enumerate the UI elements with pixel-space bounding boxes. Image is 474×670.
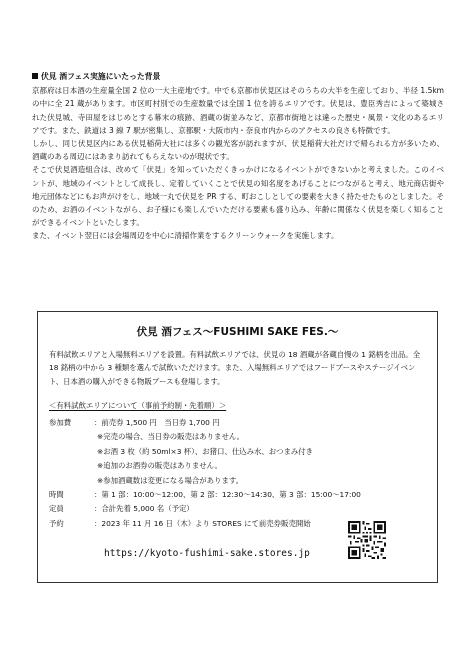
time-value: ：第 1 部：10:00～12:00、第 2 部：12:30～14:30、第 3 部：15:00～17:00	[94, 490, 361, 500]
fee-note: ※参加酒蔵数は変更になる場合があります。	[97, 475, 244, 485]
event-info-box	[37, 311, 438, 583]
background-paragraph: 京都府は日本酒の生産量全国 2 位の一大主産地です。中でも京都市伏見区はそのうちの大半を生産しており、半径 1.5km の中に全 21 蔵があります。市区町村別での生産数量では全国 1 位を誇るエリアです。伏見は、豊臣秀吉によって築城された伏見城、寺田屋をはじめとする幕末の痕跡、酒蔵の街並みなど、京都市街地とは違った歴史・風景・文化のあるエリアです。また、鉄道は 3 線 7 駅が密集し、京都駅・大阪市内・奈良市内からのアクセスの良さも特徴です。	[32, 86, 444, 135]
reservation-label: 予約	[49, 518, 64, 528]
background-heading-text: 伏見 酒フェス実施にいたった背景	[41, 72, 161, 81]
background-paragraph: そこで伏見酒造組合は、改めて「伏見」を知っていただくきっかけになるイベントができないかと考えました。このイベントが、地域のイベントとして成長し、定着していくことで伏見の知名度をあげることにつながると考え、地元商店街や地元団体などにもお声がけをし、地域一丸で伏見を PR する、町おこしとしての要素を大きく持たせたものとしました。そのため、お酒のイベントながら、お子様にも楽しんでいただける要素も盛り込み、年齢に関係なく伏見を楽しく知ることができるイベントといたします。	[32, 165, 444, 228]
background-paragraph: また、イベント翌日には会場周辺を中心に清掃作業をするクリーンウォークを実施します。	[32, 231, 339, 241]
fee-label: 参加費	[49, 418, 72, 427]
square-bullet-icon	[32, 73, 38, 79]
fee-value: ：前売券 1,500 円 当日券 1,700 円	[94, 418, 220, 427]
reservation-row	[49, 517, 361, 531]
event-details	[49, 416, 361, 531]
store-url-link[interactable]: https://kyoto-fushimi-sake.stores.jp	[104, 548, 310, 559]
time-label: 時間	[49, 490, 64, 500]
event-intro: 有料試飲エリアと入場無料エリアを設置。有料試飲エリアでは、伏見の 18 酒蔵が各蔵自慢の 1 銘柄を出品。全 18 銘柄の中から 3 種類を選んで試飲いただけます。また、入場無料エリアではフードブースやステージイベント、日本酒の購入ができる物販ブースも登場します。	[49, 350, 421, 386]
paid-area-heading: ＜有料試飲エリアについて（事前予約制・先着順）＞	[49, 401, 227, 410]
background-paragraph: しかし、同じ伏見区内にある伏見稲荷大社には多くの観光客が訪れますが、伏見稲荷大社だけで帰られる方が多いため、酒蔵のある周辺にはあまり訪れてもらえないのが現状です。	[32, 139, 444, 162]
fee-row	[49, 416, 361, 430]
fee-note: ※追加のお酒券の販売はありません。	[97, 461, 222, 471]
qr-code-icon[interactable]	[348, 521, 386, 559]
background-heading	[32, 70, 444, 83]
fee-note: ※お酒 3 枚（約 50ml×3 杯）、お猪口、仕込み水、おつまみ付き	[97, 446, 314, 456]
capacity-row	[49, 502, 361, 516]
reservation-value: ：2023 年 11 月 16 日（木）より STORES にて前売券販売開始	[94, 518, 311, 528]
fee-note: ※完売の場合、当日券の販売はありません。	[97, 432, 245, 442]
event-title: 伏見 酒フェス～FUSHIMI SAKE FES.～	[136, 326, 339, 338]
time-row	[49, 488, 361, 502]
background-section	[32, 70, 444, 243]
capacity-value: ：合計先着 5,000 名（予定）	[94, 504, 194, 514]
capacity-label: 定員	[49, 504, 64, 514]
